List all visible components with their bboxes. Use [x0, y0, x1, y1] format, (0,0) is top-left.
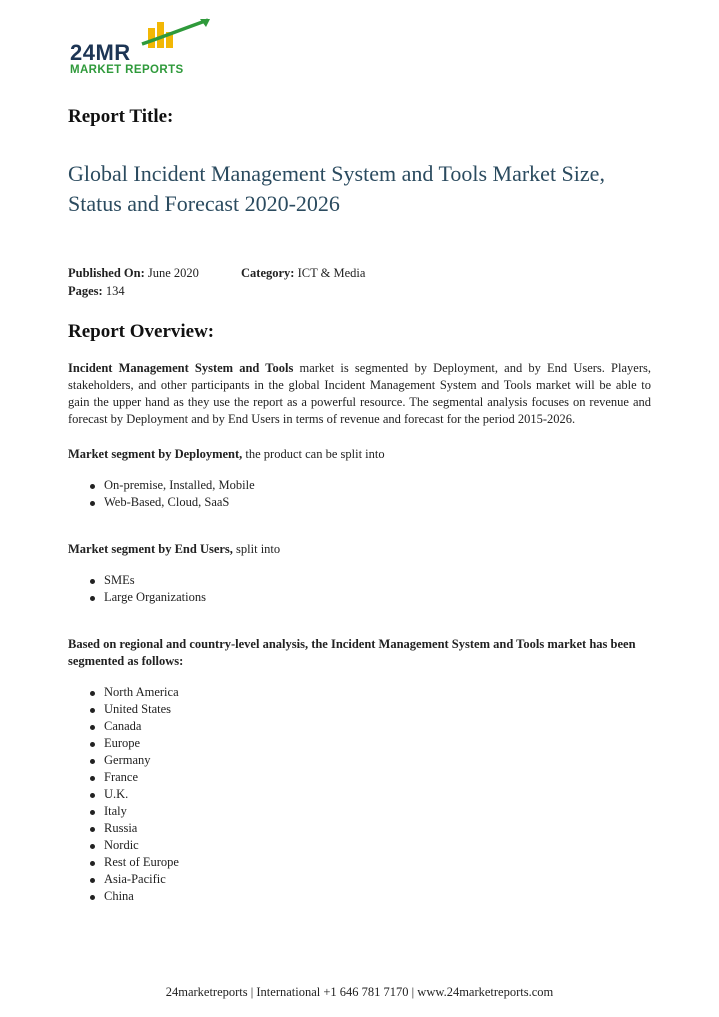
list-item: United States [90, 701, 651, 718]
category [241, 264, 365, 282]
segment-end-users-heading [68, 541, 651, 558]
list-item: Web-Based, Cloud, SaaS [90, 494, 651, 511]
list-item: China [90, 888, 651, 905]
overview-text: market is segmented by Deployment, and by End Users. Players, stakeholders, and other participants in the global Incident Management System and Tools market will be able to gain the upper hand as they use the report as a powerful resource. The segmental analysis focuses on revenue and forecast by Deployment and by End Users in terms of revenue and forecast for the period 2015-2026. [68, 361, 651, 426]
list-item: Canada [90, 718, 651, 735]
list-item: Asia-Pacific [90, 871, 651, 888]
regional-heading [68, 636, 651, 670]
list-item: France [90, 769, 651, 786]
list-item: Italy [90, 803, 651, 820]
company-logo [70, 18, 220, 76]
pages-label: Pages: [68, 284, 103, 298]
published-on [68, 266, 199, 280]
overview-lead: Incident Management System and Tools [68, 361, 294, 375]
list-item: Russia [90, 820, 651, 837]
report-title: Global Incident Management System and Tools Market Size, Status and Forecast 2020-2026 [68, 161, 605, 216]
segment-deployment-bold: Market segment by Deployment, [68, 447, 243, 461]
report-title-label: Report Title: [68, 106, 174, 127]
category-value: ICT & Media [297, 266, 366, 280]
published-label: Published On: [68, 266, 145, 280]
overview-paragraph [68, 360, 651, 428]
list-item: SMEs [90, 572, 651, 589]
list-item: North America [90, 684, 651, 701]
logo-text-secondary: MARKET REPORTS [70, 64, 184, 76]
published-value: June 2020 [147, 266, 199, 280]
segment-end-users-text: split into [232, 542, 281, 556]
list-item: U.K. [90, 786, 651, 803]
segment-deployment-text: the product can be split into [242, 447, 385, 461]
list-item: Nordic [90, 837, 651, 854]
category-label: Category: [241, 266, 295, 280]
overview-heading: Report Overview: [68, 321, 215, 342]
regional-list [68, 684, 651, 905]
list-item: Europe [90, 735, 651, 752]
regional-bold: Based on regional and country-level analysis, the Incident Management System and Tools market has been segmented as follows: [68, 637, 636, 668]
page-footer: 24marketreports | International +1 646 781 7170 | www.24marketreports.com [165, 985, 554, 999]
list-item: Germany [90, 752, 651, 769]
end-users-list [68, 572, 651, 606]
pages-value: 134 [105, 284, 125, 298]
report-content [68, 105, 651, 905]
deployment-list [68, 477, 651, 511]
bar-chart-logo-icon [140, 18, 212, 48]
segment-deployment-heading [68, 446, 651, 463]
segment-end-users-bold: Market segment by End Users, [68, 542, 233, 556]
report-meta [68, 264, 651, 300]
logo-text-primary: 24MR [70, 40, 131, 65]
list-item: Rest of Europe [90, 854, 651, 871]
list-item: On-premise, Installed, Mobile [90, 477, 651, 494]
pages [68, 282, 651, 300]
list-item: Large Organizations [90, 589, 651, 606]
